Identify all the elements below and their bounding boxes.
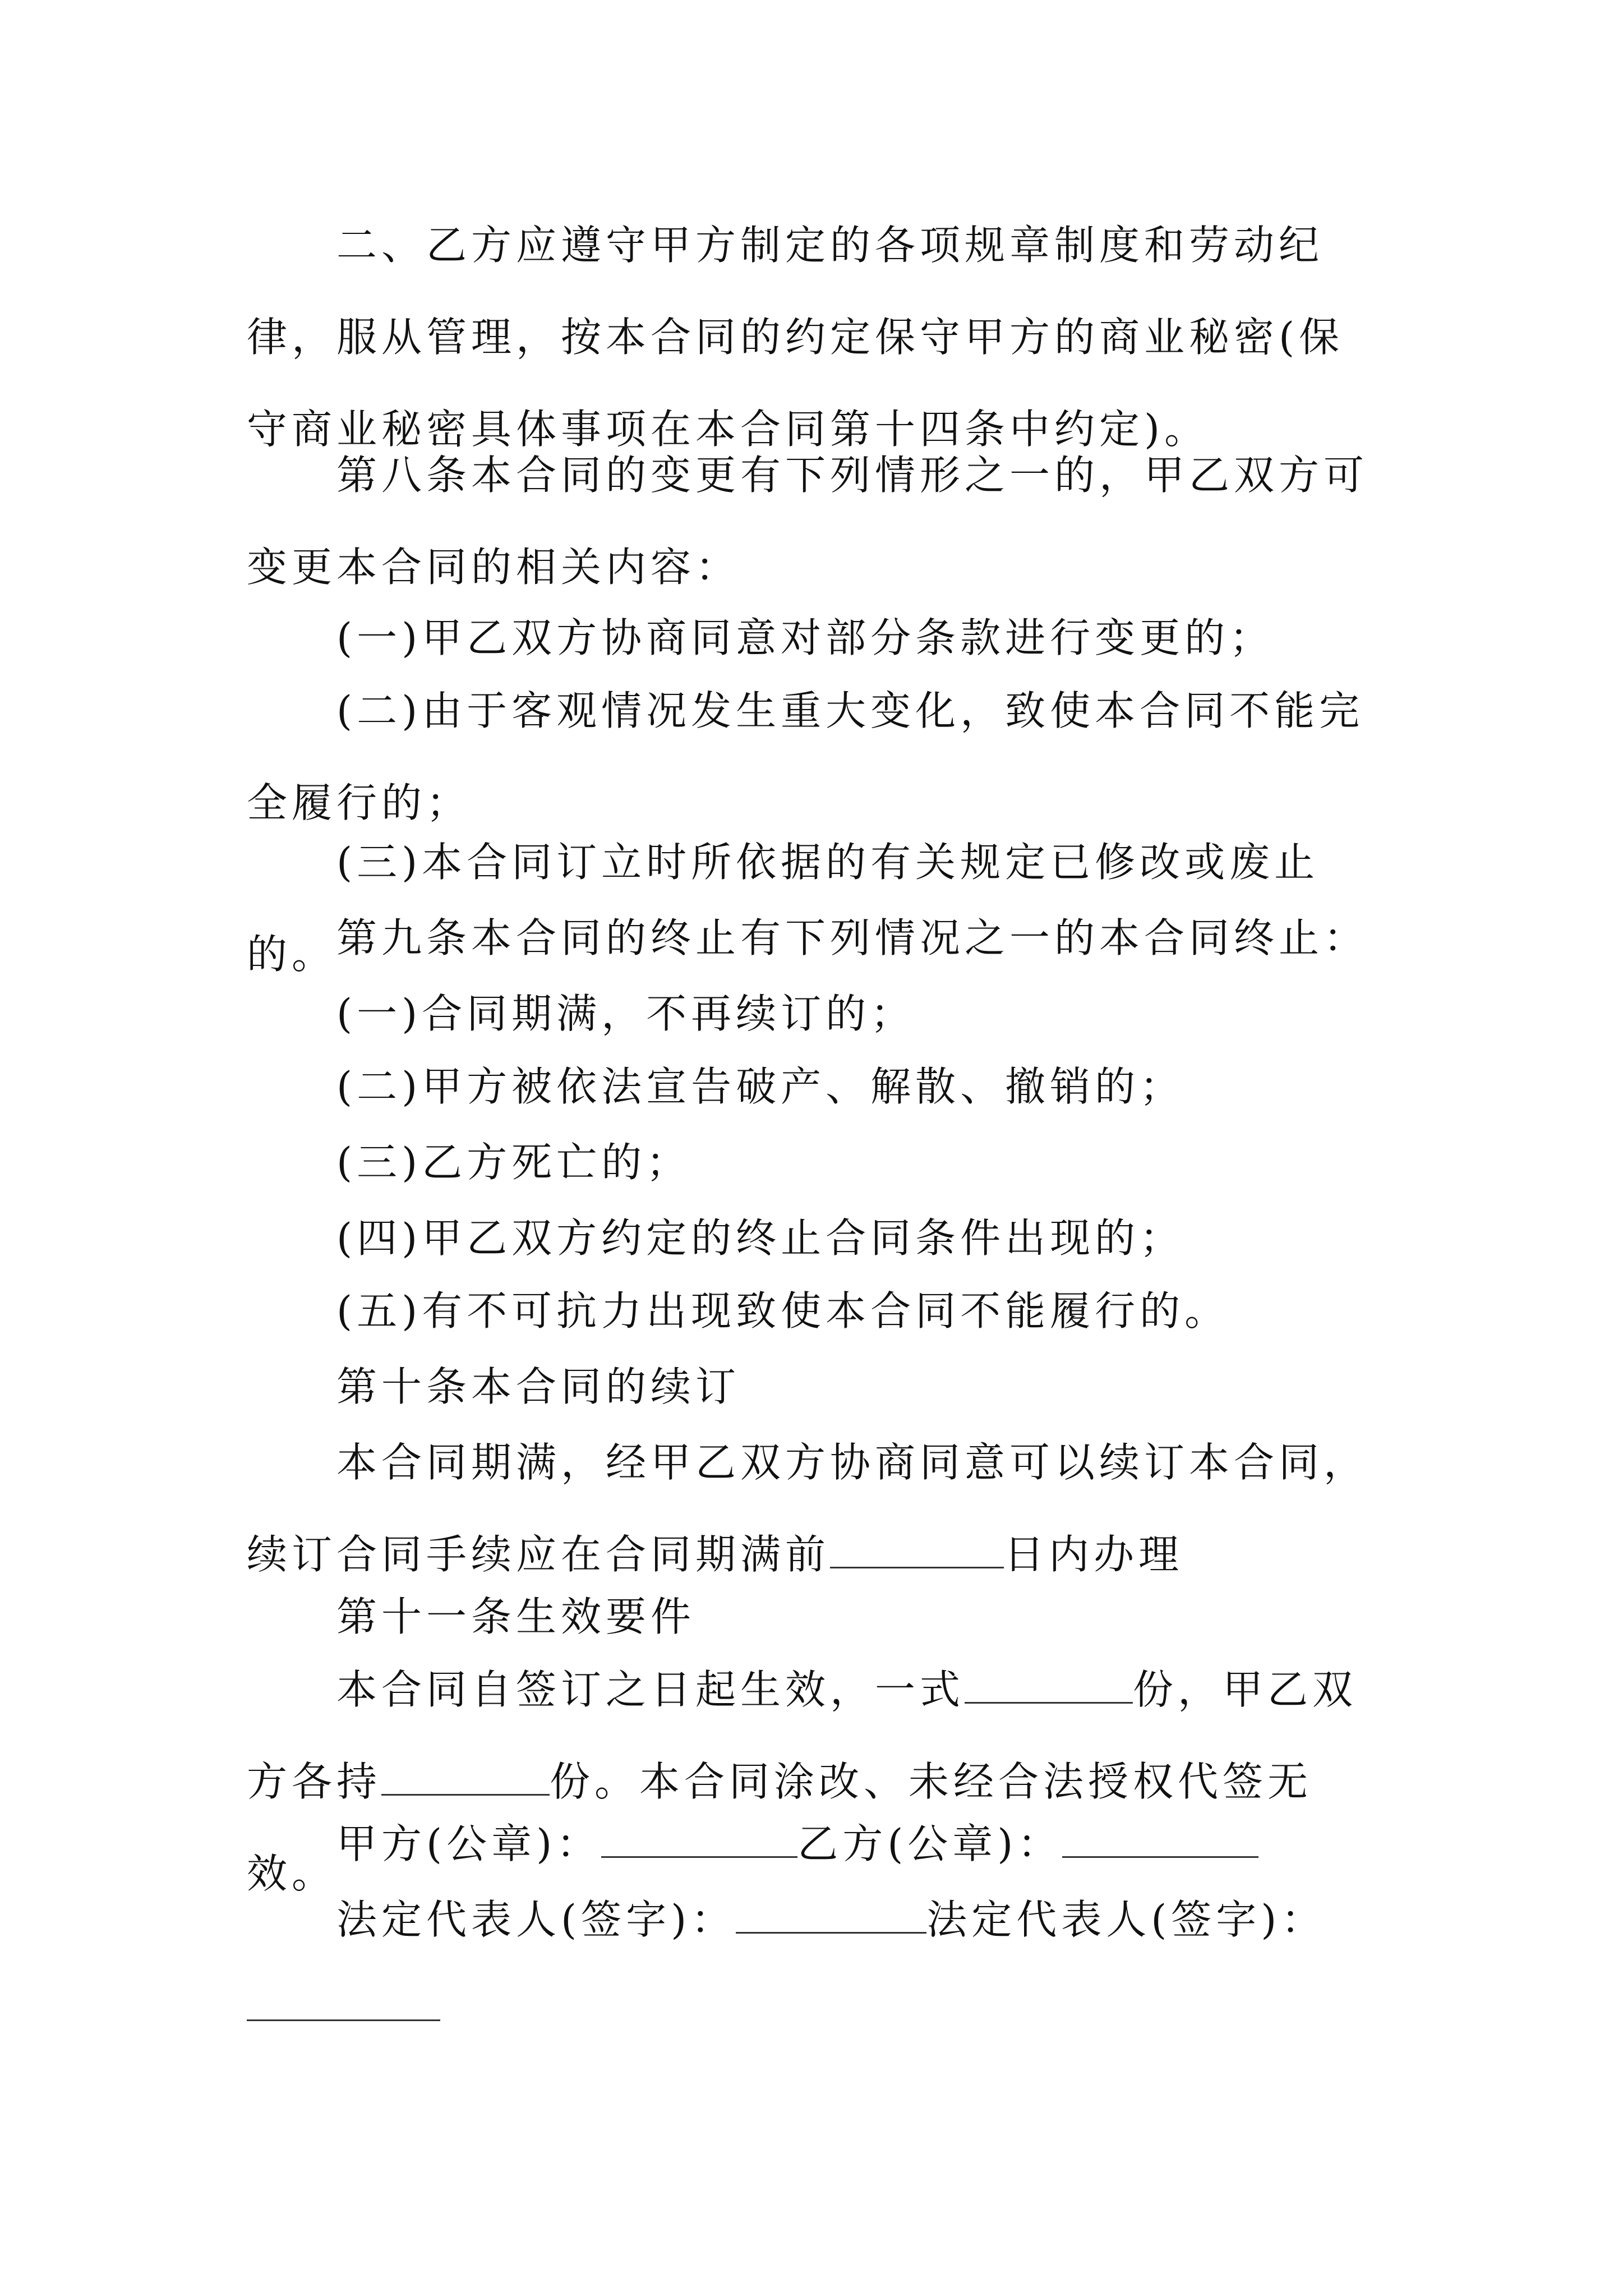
article8-item-3: (三)本合同订立时所依据的有关规定已修改或废止的。	[247, 839, 1320, 978]
party-b-seal-label: 乙方(公章)：	[797, 1820, 1063, 1867]
article8-item-2: (二)由于客观情况发生重大变化，致使本合同不能完全履行的；	[247, 687, 1364, 826]
article11-body-text-3: 份。本合同涂改、未经合法授权代签无效。	[247, 1758, 1313, 1897]
article9-item-5: (五)有不可抗力出现致使本合同不能履行的。	[336, 1287, 1230, 1335]
article9-item-2: (二)甲方被依法宣告破产、解散、撤销的；	[336, 1063, 1185, 1110]
legal-rep-b-label: 法定代表人(签字)：	[926, 1896, 1326, 1943]
legal-rep-a-blank[interactable]	[736, 1893, 926, 1934]
legal-rep-a-label: 法定代表人(签字)：	[336, 1896, 736, 1943]
copies-each-blank[interactable]	[381, 1755, 550, 1796]
article9-heading: 第九条本合同的终止有下列情况之一的本合同终止：	[336, 914, 1369, 961]
legal-rep-line	[247, 1874, 1385, 1966]
article11-body-text-2: 份，甲乙双方各持	[247, 1666, 1358, 1805]
article8-item-1: (一)甲乙双方协商同意对部分条款进行变更的；	[336, 614, 1275, 661]
article8-heading: 第八条本合同的变更有下列情形之一的，甲乙双方可变更本合同的相关内容：	[247, 452, 1369, 591]
renewal-days-blank[interactable]	[830, 1527, 1004, 1568]
legal-rep-b-blank[interactable]	[247, 2019, 440, 2021]
clause7-item2: 二、乙方应遵守甲方制定的各项规章制度和劳动纪律，服从管理，按本合同的约定保守甲方的商业秘密(保守商业秘密具体事项在本合同第十四条中约定)。	[247, 222, 1344, 453]
article9-item-1: (一)合同期满，不再续订的；	[336, 990, 916, 1037]
article10-body-text-2: 日内办理	[1004, 1531, 1184, 1578]
copies-count-blank[interactable]	[965, 1663, 1133, 1704]
article11-heading: 第十一条生效要件	[336, 1593, 696, 1640]
party-b-seal-blank[interactable]	[1062, 1817, 1258, 1858]
article9-item-4: (四)甲乙双方约定的终止合同条件出现的；	[336, 1214, 1185, 1262]
article10-heading: 第十条本合同的续订	[336, 1363, 741, 1410]
article11-body-text-1: 本合同自签订之日起生效，一式	[336, 1666, 965, 1713]
party-a-seal-label: 甲方(公章)：	[336, 1820, 602, 1867]
article10-body-text-1: 本合同期满，经甲乙双方协商同意可以续订本合同，续订合同手续应在合同期满前	[247, 1439, 1369, 1578]
party-a-seal-blank[interactable]	[601, 1817, 797, 1858]
article9-item-3: (三)乙方死亡的；	[336, 1139, 691, 1186]
